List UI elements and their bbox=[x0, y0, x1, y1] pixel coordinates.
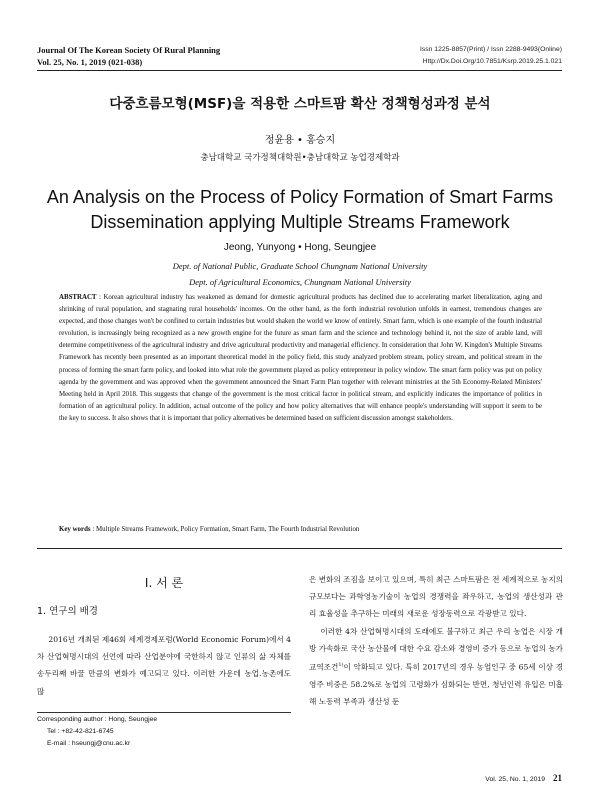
corresponding-author: Corresponding author : Hong, Seungjee bbox=[37, 716, 158, 723]
body-column-left bbox=[37, 631, 291, 700]
body-text: 이 악화되고 있다. 특히 2017년의 경우 농업인구 중 65세 이상 경영주 비중은 58.2%로 농업의 고령화가 심화되는 반면, 청년인력 유입은 미흡해 노동력 부족과 생산성 둔 bbox=[309, 662, 563, 706]
issn: Issn 1225-8857(Print) / Issn 2288-9493(Online) bbox=[419, 46, 562, 53]
korean-title: 다중흐름모형(MSF)을 적용한 스마트팜 확산 정책형성과정 분석 bbox=[109, 96, 491, 112]
page-number: 21 bbox=[553, 773, 562, 783]
footnote-ref: 1) bbox=[338, 662, 344, 669]
english-authors: Jeong, Yunyong • Hong, Seungjee bbox=[223, 242, 377, 253]
english-title bbox=[0, 185, 600, 235]
english-title-line1: An Analysis on the Process of Policy Formation of Smart Farms bbox=[46, 187, 554, 207]
page-footer bbox=[485, 773, 562, 783]
korean-affiliation: 충남대학교 국가정책대학원•충남대학교 농업경제학과 bbox=[200, 153, 400, 163]
body-column-right bbox=[309, 571, 563, 710]
subsection-heading: 1. 연구의 배경 bbox=[37, 606, 98, 617]
section-heading: Ⅰ. 서 론 bbox=[144, 576, 184, 590]
abstract bbox=[59, 292, 542, 425]
footer-volume: Vol. 25, No. 1, 2019 bbox=[485, 776, 545, 783]
journal-header-right bbox=[420, 44, 562, 68]
keywords-rule bbox=[37, 548, 562, 549]
author-tel: Tel : +82-42-821-6745 bbox=[47, 728, 114, 735]
body-paragraph bbox=[309, 623, 563, 711]
journal-header-left bbox=[37, 44, 220, 68]
keywords bbox=[59, 526, 542, 533]
footnote-rule bbox=[37, 712, 291, 713]
footnote bbox=[37, 714, 157, 750]
keywords-label: Key words bbox=[59, 526, 91, 533]
doi: Http://Dx.Doi.Org/10.7851/Ksrp.2019.25.1.021 bbox=[422, 58, 562, 65]
english-title-line2: Dissemination applying Multiple Streams Framework bbox=[90, 212, 510, 232]
header-rule bbox=[37, 70, 562, 71]
body-text: 이러한 4차 산업혁명시대의 도래에도 불구하고 최근 우리 농업은 시장 개방 가속화로 국산 농산물에 대한 수요 감소와 경영비 증가 등으로 농업의 농가교역조건 bbox=[309, 626, 563, 672]
keywords-text: : Multiple Streams Framework, Policy Formation, Smart Farm, The Fourth Industrial Revolution bbox=[90, 526, 360, 533]
journal-name: Journal Of The Korean Society Of Rural Planning bbox=[37, 45, 221, 55]
abstract-text: : Korean agricultural industry has weakened as demand for domestic agricultural products has declined due to accelerating market liberalization, aging and shrinking of rural population, and stagnating rural households' incomes. On the other hand, as the forth industrial revolution unfolds in earnest, tremendous changes are expected, and those changes won't be confined to certain industries but would shaken the world we know of entirely. Smart farm, which is one example of the fourth industrial revolution, is increasingly being recognized as a new growth engine for the future as smart farm and the science and technology behind it, not the size of arable land, will determine competitiveness of the agricultural industry and drive agricultural productivity and managerial efficiency. In consideration that John W. Kingdon's Multiple Streams Framework has recently been presented as an important theoretical model in the policy field, this study analyzed problem stream, policy stream, and political stream in the process of forming the smart farm policy, and looked into what role the government played as policy entrepreneur in policy window. The smart farm policy was put on policy agenda by the government and was approved when the government announced the Smart Farm Plan together with relevant ministries at the 5th Economy-Related Ministers' Meeting held in April 2018. This suggests that change of the government is the most critical factor in political stream, and explicitly indicates the importance of politics in formation of an agricultural policy. In addition, actual outcome of the policy and how policy alternatives that will enhance people's understanding will support it seem to be the key to success. It also shows that it is important that policy alternatives be determined based on sufficient discussion amongst stakeholders. bbox=[59, 294, 542, 422]
journal-volume: Vol. 25, No. 1, 2019 (021-038) bbox=[37, 57, 143, 67]
body-paragraph: 은 변화의 조짐을 보이고 있으며, 특히 최근 스마트팜은 전 세계적으로 농지의 규모보다는 과학영농기술이 농업의 경쟁력을 좌우하고, 농업의 생산성과 관리 효율성을 추구하는 미래의 새로운 성장동력으로 각광받고 있다. bbox=[309, 575, 563, 619]
english-affiliation-2: Dept. of Agricultural Economics, Chungnam National University bbox=[189, 277, 411, 287]
korean-authors: 정윤용 • 홍승지 bbox=[264, 135, 336, 146]
author-email: E-mail : hseungj@cnu.ac.kr bbox=[47, 740, 131, 747]
body-paragraph: 2016년 개최된 제46회 세계경제포럼(World Economic Forum)에서 4차 산업혁명시대의 선언에 따라 산업분야에 국한하지 않고 인류의 삶 자체를 송두리째 바꿀 만큼의 변화가 예고되고 있다. 이러한 가운데 농업․농촌에도 많 bbox=[37, 635, 291, 696]
english-affiliation-1: Dept. of National Public, Graduate School Chungnam National University bbox=[172, 261, 428, 271]
abstract-label: ABSTRACT bbox=[59, 294, 97, 301]
